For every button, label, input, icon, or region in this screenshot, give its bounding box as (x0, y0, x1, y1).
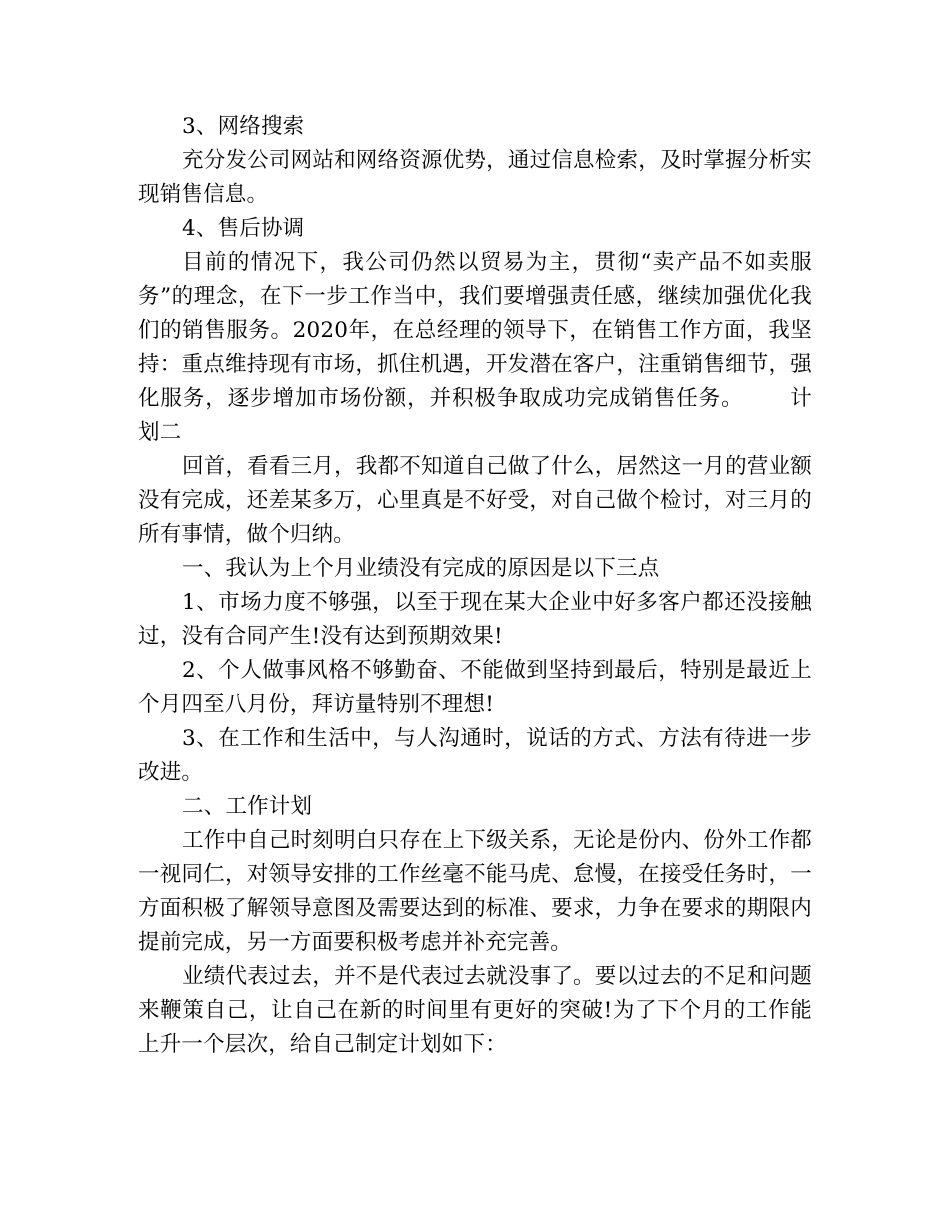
paragraph-reason-3: 3、在工作和生活中，与人沟通时，说话的方式、方法有待进一步改进。 (138, 726, 812, 785)
heading-reasons: 一、我认为上个月业绩没有完成的原因是以下三点 (182, 556, 660, 581)
paragraph-work-plan: 工作中自己时刻明白只存在上下级关系，无论是份内、份外工作都一视同仁，对领导安排的工作丝毫不能马虎、怠慢，在接受任务时，一方面积极了解领导意图及需要达到的标准、要求，力争在要求的期限内提前完成，另一方面要积极考虑并补充完善。 (138, 828, 812, 955)
heading-work-plan: 二、工作计划 (182, 794, 313, 819)
paragraph-performance: 业绩代表过去，并不是代表过去就没事了。要以过去的不足和问题来鞭策自己，让自己在新的时间里有更好的突破!为了下个月的工作能上升一个层次，给自己制定计划如下： (138, 964, 812, 1057)
plan-two-label: 计划二 (138, 386, 813, 445)
heading-network-search: 3、网络搜索 (182, 114, 305, 139)
paragraph-network-search: 充分发公司网站和网络资源优势，通过信息检索，及时掌握分析实现销售信息。 (138, 148, 812, 207)
paragraph-after-sales-text: 目前的情况下，我公司仍然以贸易为主，贯彻“卖产品不如卖服务”的理念，在下一步工作当中，我们要增强责任感，继续加强优化我们的销售服务。2020年，在总经理的领导下，在销售工作方面，我坚持：重点维持现有市场，抓住机遇，开发潜在客户，注重销售细节，强化服务，逐步增加市场份额，并积极争取成功完成销售任务。 (138, 250, 812, 411)
paragraph-after-sales (138, 246, 812, 450)
paragraph-review-march: 回首，看看三月，我都不知道自己做了什么，居然这一月的营业额没有完成，还差某多万，心里真是不好受，对自己做个检讨，对三月的所有事情，做个归纳。 (138, 454, 812, 547)
paragraph-reason-2: 2、个人做事风格不够勤奋、不能做到坚持到最后，特别是最近上个月四至八月份，拜访量特别不理想! (138, 658, 812, 717)
document-page (138, 110, 812, 1062)
paragraph-reason-1: 1、市场力度不够强，以至于现在某大企业中好多客户都还没接触过，没有合同产生!没有达到预期效果! (138, 590, 812, 649)
heading-after-sales: 4、售后协调 (182, 216, 305, 241)
